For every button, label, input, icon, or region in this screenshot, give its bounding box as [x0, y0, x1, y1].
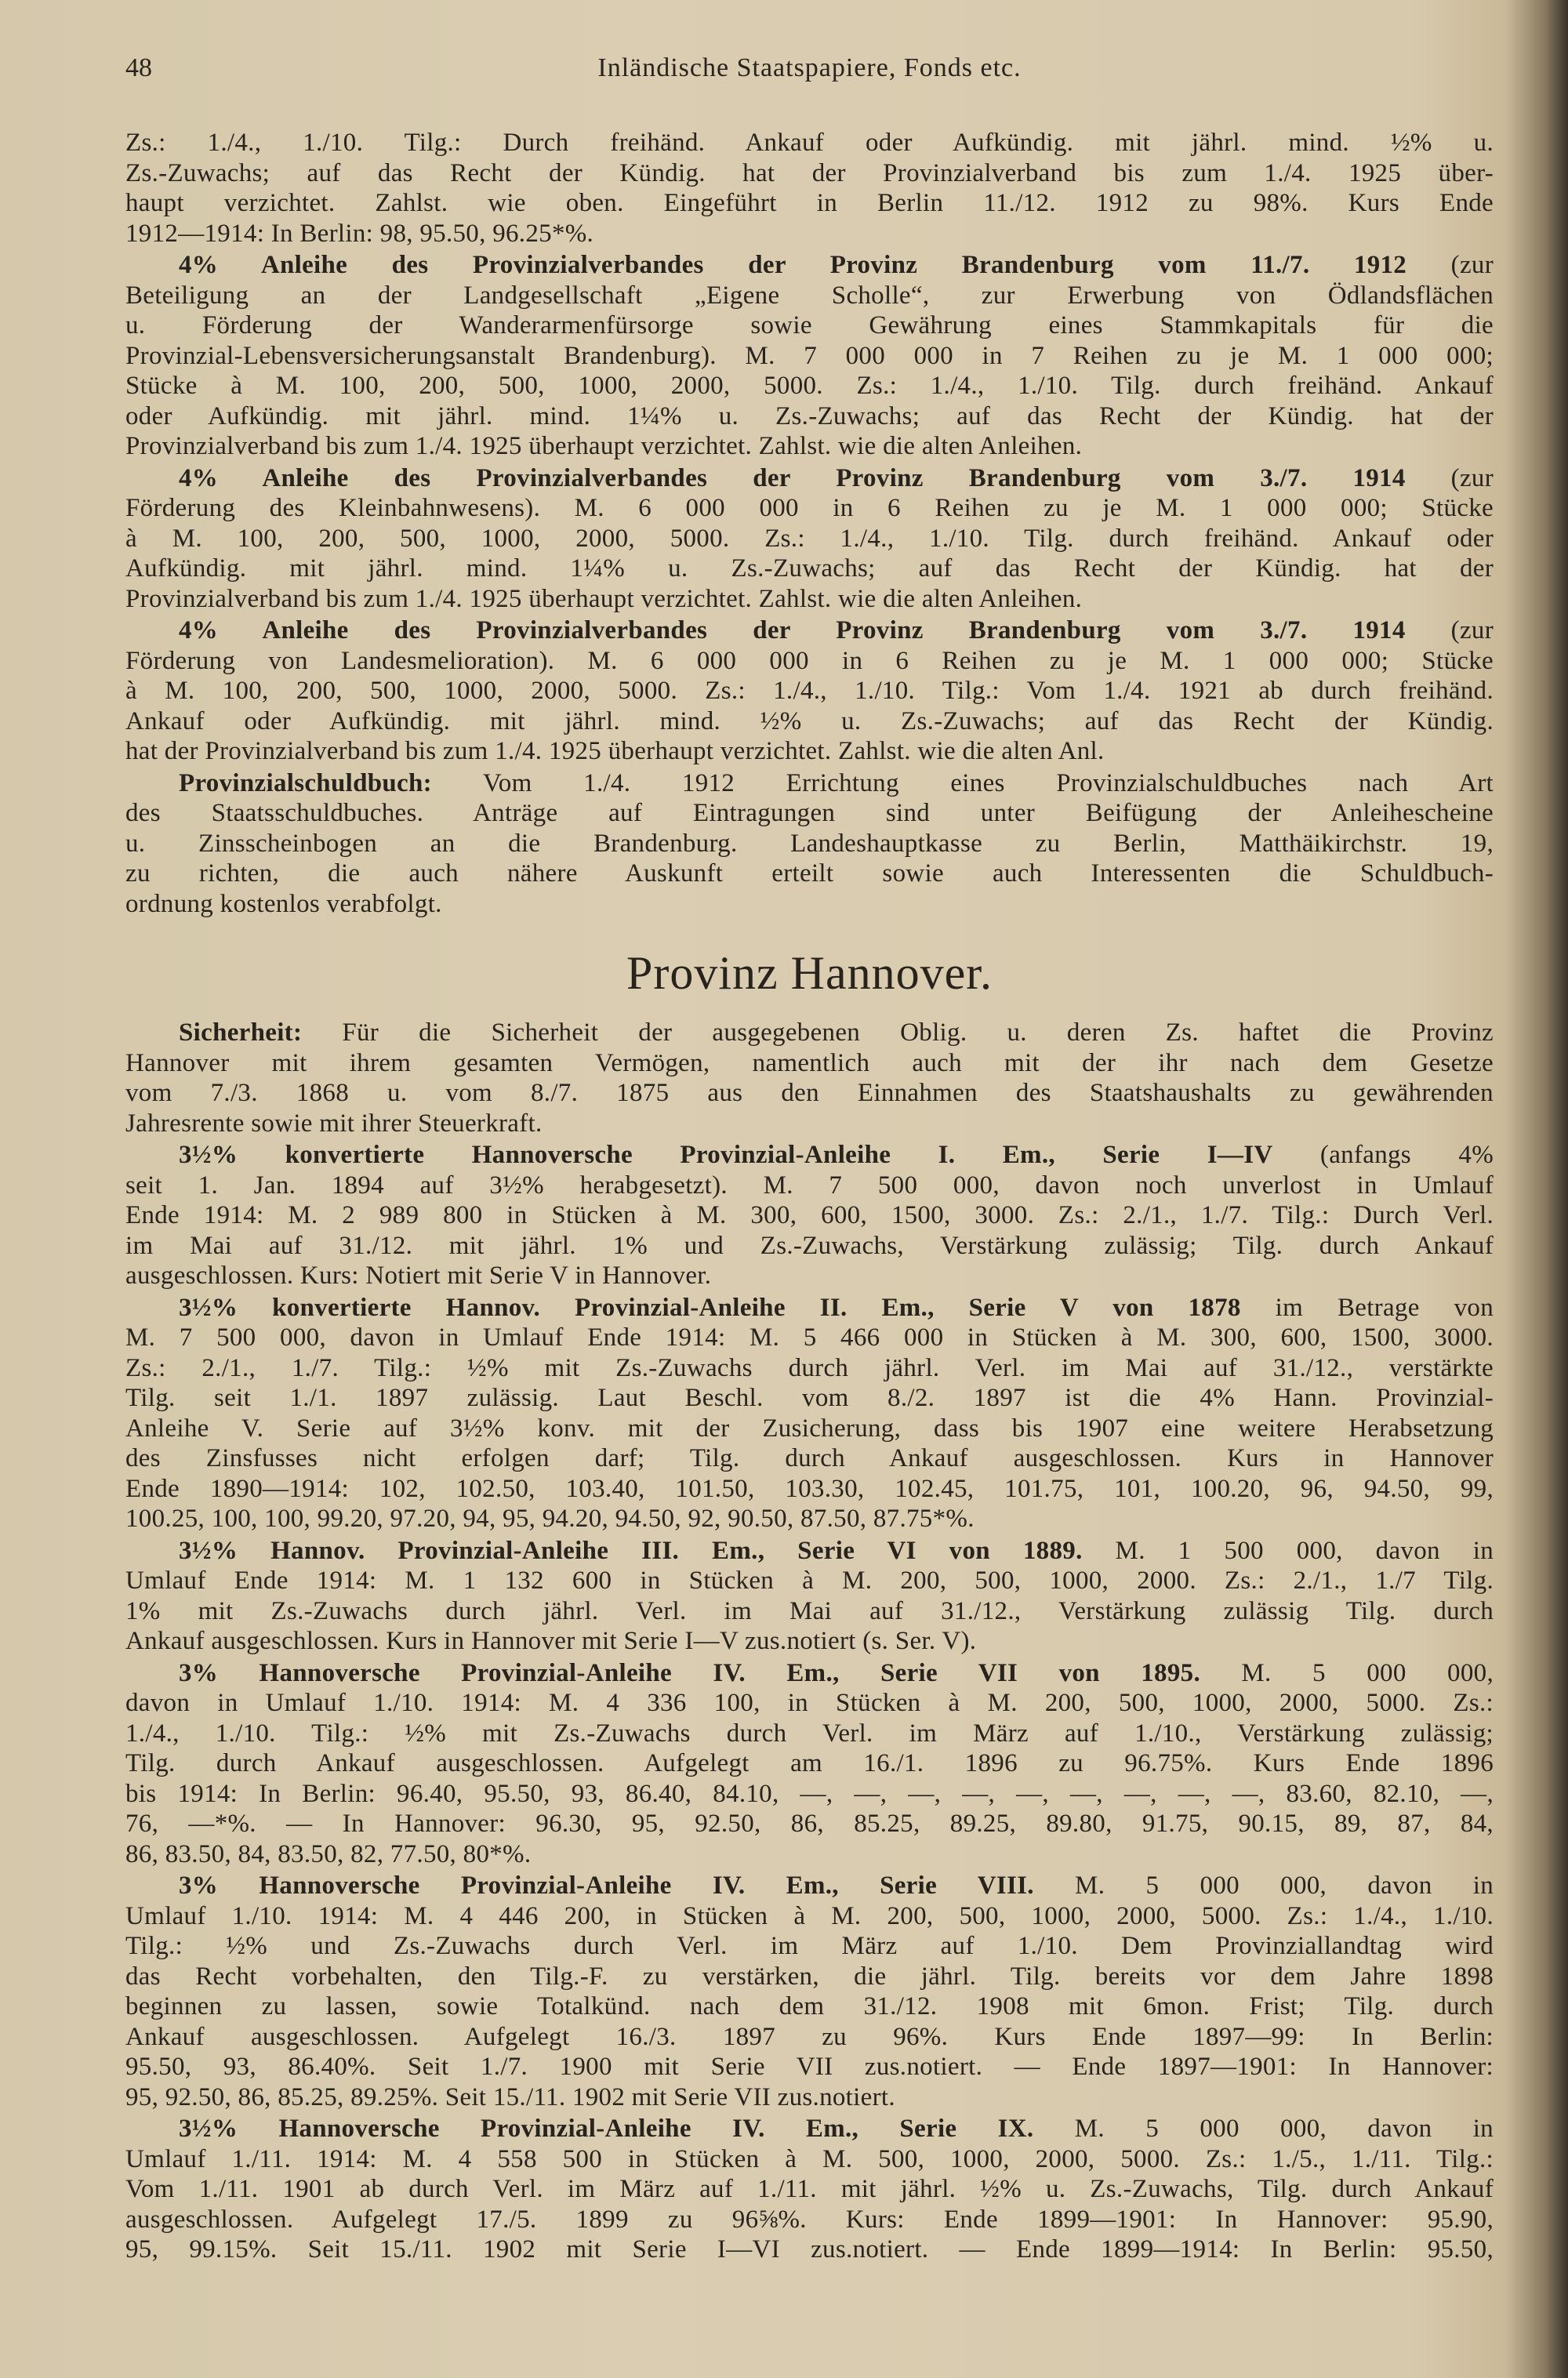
text-line — [125, 1140, 1494, 1171]
text-line: Ende 1890—1914: 102, 102.50, 103.40, 101.50, 103.30, 102.45, 101.75, 101, 100.20, 96, 94.50, 99, — [125, 1474, 1494, 1503]
text-line: u. Zinsscheinbogen an die Brandenburg. Landeshauptkasse zu Berlin, Matthäikirchstr. 19, — [125, 829, 1494, 858]
brandenburg-section — [125, 128, 1494, 919]
text-line: 100.25, 100, 100, 99.20, 97.20, 94, 95, 94.20, 94.50, 92, 90.50, 87.50, 87.75*%. — [125, 1505, 975, 1533]
text-line: Tilg. seit 1./1. 1897 zulässig. Laut Beschl. vom 8./2. 1897 ist die 4% Hann. Provinzial- — [125, 1384, 1494, 1412]
entry-heading: 3½% Hannov. Provinzial-Anleihe III. Em., Serie VI von 1889. — [179, 1536, 1083, 1565]
text-line: u. Förderung der Wanderarmenfürsorge sowie Gewährung eines Stammkapitals für die — [125, 311, 1494, 339]
text-run: M. 5 000 000, — [1200, 1658, 1494, 1687]
paragraph — [125, 1293, 1494, 1534]
text-line: Jahresrente sowie mit ihrer Steuerkraft. — [125, 1109, 543, 1138]
text-line: 86, 83.50, 84, 83.50, 82, 77.50, 80*%. — [125, 1839, 532, 1868]
text-line: Zs.: 2./1., 1./7. Tilg.: ½% mit Zs.-Zuwachs durch jährl. Verl. im Mai auf 31./12., verstärkte — [125, 1353, 1494, 1382]
text-run: Für die Sicherheit der ausgegebenen Oblig. u. deren Zs. haftet die Provinz — [302, 1018, 1494, 1047]
text-line: des Staatsschuldbuches. Anträge auf Eintragungen sind unter Beifügung der Anleihescheine — [125, 799, 1494, 827]
text-line: vom 7./3. 1868 u. vom 8./7. 1875 aus den Einnahmen des Staatshaushalts zu gewährenden — [125, 1079, 1494, 1107]
text-line: 95.50, 93, 86.40%. Seit 1./7. 1900 mit Serie VII zus.notiert. — Ende 1897—1901: In Hannover: — [125, 2053, 1494, 2081]
paragraph — [125, 128, 1494, 249]
text-line — [125, 1871, 1494, 1901]
text-line: Tilg.: ½% und Zs.-Zuwachs durch Verl. im März auf 1./10. Dem Provinziallandtag wird — [125, 1932, 1494, 1960]
section-title: Provinz Hannover. — [626, 947, 993, 999]
entry-heading: 3½% Hannoversche Provinzial-Anleihe IV. Em., Serie IX. — [179, 2115, 1034, 2143]
text-line: im Mai auf 31./12. mit jährl. 1% und Zs.-Zuwachs, Verstärkung zulässig; Tilg. durch Ankauf — [125, 1231, 1494, 1260]
text-line: 1./4., 1./10. Tilg.: ½% mit Zs.-Zuwachs durch Verl. im März auf 1./10., Verstärkung zulässig; — [125, 1719, 1494, 1748]
text-run: (zur — [1405, 616, 1494, 644]
text-run: im Betrage von — [1240, 1293, 1494, 1322]
page-number: 48 — [125, 53, 152, 82]
entry-heading: 4% Anleihe des Provinzialverbandes der Provinz Brandenburg vom 3./7. 1914 — [179, 616, 1406, 644]
paragraph — [125, 463, 1494, 615]
text-run: Zs.: 1./4., 1./10. Tilg.: Durch freihänd. Ankauf oder Aufkündig. mit jährl. mind. ½% u. — [125, 129, 1494, 157]
text-line: 1912—1914: In Berlin: 98, 95.50, 96.25*%. — [125, 219, 594, 248]
text-line: Provinzial-Lebensversicherungsanstalt Brandenburg). M. 7 000 000 in 7 Reihen zu je M. 1 000 000; — [125, 341, 1494, 370]
text-line: Förderung des Kleinbahnwesens). M. 6 000 000 in 6 Reihen zu je M. 1 000 000; Stücke — [125, 494, 1494, 522]
text-line: Hannover mit ihrem gesamten Vermögen, namentlich auch mit der ihr nach dem Gesetze — [125, 1048, 1494, 1077]
text-line: bis 1914: In Berlin: 96.40, 95.50, 93, 86.40, 84.10, —, —, —, —, —, —, —, —, —, 83.60, 82.10, —, — [125, 1779, 1494, 1808]
entry-heading: 4% Anleihe des Provinzialverbandes der Provinz Brandenburg vom 3./7. 1914 — [179, 463, 1406, 492]
text-line — [125, 250, 1494, 281]
entry-heading: Provinzialschuldbuch: — [179, 768, 432, 797]
text-line: ordnung kostenlos verabfolgt. — [125, 889, 442, 918]
text-line: Ankauf ausgeschlossen. Kurs in Hannover mit Serie I—V zus.notiert (s. Ser. V). — [125, 1627, 977, 1655]
paragraph — [125, 1018, 1494, 1138]
text-line: haupt verzichtet. Zahlst. wie oben. Eingeführt in Berlin 11./12. 1912 zu 98%. Kurs Ende — [125, 189, 1494, 217]
text-line: Beteiligung an der Landgesellschaft „Eigene Scholle“, zur Erwerbung von Ödlandsflächen — [125, 281, 1494, 310]
text-line: Ankauf oder Aufkündig. mit jährl. mind. ½% u. Zs.-Zuwachs; auf das Recht der Kündig. — [125, 706, 1494, 735]
text-line: davon in Umlauf 1./10. 1914: M. 4 336 100, in Stücken à M. 200, 500, 1000, 2000, 5000. Zs.: — [125, 1689, 1494, 1717]
text-run: M. 1 500 000, davon in — [1082, 1536, 1494, 1565]
text-line — [125, 615, 1494, 646]
text-line: ausgeschlossen. Aufgelegt 17./5. 1899 zu 96⅝%. Kurs: Ende 1899—1901: In Hannover: 95.90, — [125, 2205, 1494, 2234]
paragraph — [125, 2114, 1494, 2265]
text-run: (zur — [1406, 251, 1494, 279]
text-line: Vom 1./11. 1901 ab durch Verl. im März auf 1./11. mit jährl. ½% u. Zs.-Zuwachs, Tilg. durch Ankauf — [125, 2175, 1494, 2203]
text-line: 95, 99.15%. Seit 15./11. 1902 mit Serie I—VI zus.notiert. — Ende 1899—1914: In Berlin: 95.50, — [125, 2235, 1494, 2264]
text-line: Stücke à M. 100, 200, 500, 1000, 2000, 5000. Zs.: 1./4., 1./10. Tilg. durch freihänd. Ankauf — [125, 372, 1494, 400]
text-run: M. 5 000 000, davon in — [1033, 2115, 1494, 2143]
text-line: oder Aufkündig. mit jährl. mind. 1¼% u. Zs.-Zuwachs; auf das Recht der Kündig. hat der — [125, 401, 1494, 430]
text-line: Aufkündig. mit jährl. mind. 1¼% u. Zs.-Zuwachs; auf das Recht der Kündig. hat der — [125, 554, 1494, 583]
text-line: à M. 100, 200, 500, 1000, 2000, 5000. Zs.: 1./4., 1./10. Tilg. durch freihänd. Ankauf oder — [125, 524, 1494, 553]
text-line: Tilg. durch Ankauf ausgeschlossen. Aufgelegt am 16./1. 1896 zu 96.75%. Kurs Ende 1896 — [125, 1749, 1494, 1777]
text-line — [125, 1658, 1494, 1689]
entry-heading: 3% Hannoversche Provinzial-Anleihe IV. Em., Serie VII von 1895. — [179, 1658, 1200, 1687]
text-run: (anfangs 4% — [1272, 1141, 1494, 1169]
text-line: à M. 100, 200, 500, 1000, 2000, 5000. Zs.: 1./4., 1./10. Tilg.: Vom 1./4. 1921 ab durch freihänd. — [125, 677, 1494, 705]
entry-heading: 3½% konvertierte Hannoversche Provinzial-Anleihe I. Em., Serie I—IV — [179, 1141, 1273, 1169]
text-line: ausgeschlossen. Kurs: Notiert mit Serie V in Hannover. — [125, 1262, 712, 1290]
running-title: Inländische Staatspapiere, Fonds etc. — [597, 53, 1022, 82]
paragraph — [125, 1658, 1494, 1870]
text-line: hat der Provinzialverband bis zum 1./4. 1925 überhaupt verzichtet. Zahlst. wie die alten Anl. — [125, 737, 1105, 765]
text-line: seit 1. Jan. 1894 auf 3½% herabgesetzt). M. 7 500 000, davon noch unverlost in Umlauf — [125, 1171, 1494, 1200]
text-line: Ankauf ausgeschlossen. Aufgelegt 16./3. 1897 zu 96%. Kurs Ende 1897—99: In Berlin: — [125, 2022, 1494, 2051]
entry-heading: 3½% konvertierte Hannov. Provinzial-Anleihe II. Em., Serie V von 1878 — [179, 1293, 1241, 1322]
text-line — [125, 1018, 1494, 1048]
text-line: Ende 1914: M. 2 989 800 in Stücken à M. 300, 600, 1500, 3000. Zs.: 2./1., 1./7. Tilg.: Durch Verl. — [125, 1201, 1494, 1229]
text-line: Provinzialverband bis zum 1./4. 1925 überhaupt verzichtet. Zahlst. wie die alten Anleihen. — [125, 432, 1083, 460]
text-line — [125, 768, 1494, 799]
text-line: 95, 92.50, 86, 85.25, 89.25%. Seit 15./11. 1902 mit Serie VII zus.notiert. — [125, 2082, 895, 2111]
text-line — [125, 128, 1494, 158]
text-line: Umlauf Ende 1914: M. 1 132 600 in Stücken à M. 200, 500, 1000, 2000. Zs.: 2./1., 1./7 Tilg. — [125, 1567, 1494, 1595]
text-line — [125, 463, 1494, 494]
text-run: Vom 1./4. 1912 Errichtung eines Provinzialschuldbuches nach Art — [431, 768, 1494, 797]
text-line — [125, 2114, 1494, 2144]
text-line: Umlauf 1./10. 1914: M. 4 446 200, in Stücken à M. 200, 500, 1000, 2000, 5000. Zs.: 1./4., 1./10. — [125, 1901, 1494, 1930]
paragraph — [125, 1140, 1494, 1291]
paragraph — [125, 250, 1494, 462]
text-line: 76, —*%. — In Hannover: 96.30, 95, 92.50, 86, 85.25, 89.25, 89.80, 91.75, 90.15, 89, 87, 84, — [125, 1810, 1494, 1838]
entry-heading: 4% Anleihe des Provinzialverbandes der Provinz Brandenburg vom 11./7. 1912 — [179, 251, 1407, 279]
paragraph — [125, 615, 1494, 767]
paragraph — [125, 1536, 1494, 1657]
text-line: Zs.-Zuwachs; auf das Recht der Kündig. hat der Provinzialverband bis zum 1./4. 1925 über- — [125, 158, 1494, 187]
text-line: Förderung von Landesmelioration). M. 6 000 000 in 6 Reihen zu je M. 1 000 000; Stücke — [125, 646, 1494, 675]
text-line: das Recht vorbehalten, den Tilg.-F. zu verstärken, die jährl. Tilg. bereits vor dem Jahre 1898 — [125, 1962, 1494, 1991]
running-header — [125, 53, 1494, 93]
text-line: M. 7 500 000, davon in Umlauf Ende 1914: M. 5 466 000 in Stücken à M. 300, 600, 1500, 3000. — [125, 1323, 1494, 1352]
text-run: M. 5 000 000, davon in — [1033, 1872, 1494, 1900]
text-line: zu richten, die auch nähere Auskunft erteilt sowie auch Interessenten die Schuldbuch- — [125, 859, 1494, 888]
text-line: Anleihe V. Serie auf 3½% konv. mit der Zusicherung, dass bis 1907 eine weitere Herabsetzung — [125, 1414, 1494, 1443]
text-line: Provinzialverband bis zum 1./4. 1925 überhaupt verzichtet. Zahlst. wie die alten Anleihen. — [125, 584, 1083, 613]
text-line — [125, 1293, 1494, 1323]
text-line: beginnen zu lassen, sowie Totalkünd. nach dem 31./12. 1908 mit 6mon. Frist; Tilg. durch — [125, 1992, 1494, 2020]
entry-heading: 3% Hannoversche Provinzial-Anleihe IV. Em., Serie VIII. — [179, 1872, 1034, 1900]
text-line: Umlauf 1./11. 1914: M. 4 558 500 in Stücken à M. 500, 1000, 2000, 5000. Zs.: 1./5., 1./11. Tilg.: — [125, 2144, 1494, 2173]
text-run: (zur — [1405, 463, 1494, 492]
entry-heading: Sicherheit: — [179, 1018, 303, 1047]
text-column — [125, 128, 1494, 2267]
paragraph — [125, 768, 1494, 920]
hannover-section — [125, 1018, 1494, 2265]
text-line: 1% mit Zs.-Zuwachs durch jährl. Verl. im Mai auf 31./12., Verstärkung zulässig Tilg. durch — [125, 1596, 1494, 1625]
text-line: des Zinsfusses nicht erfolgen darf; Tilg. durch Ankauf ausgeschlossen. Kurs in Hannover — [125, 1444, 1494, 1472]
text-line — [125, 1536, 1494, 1567]
paragraph — [125, 1871, 1494, 2112]
